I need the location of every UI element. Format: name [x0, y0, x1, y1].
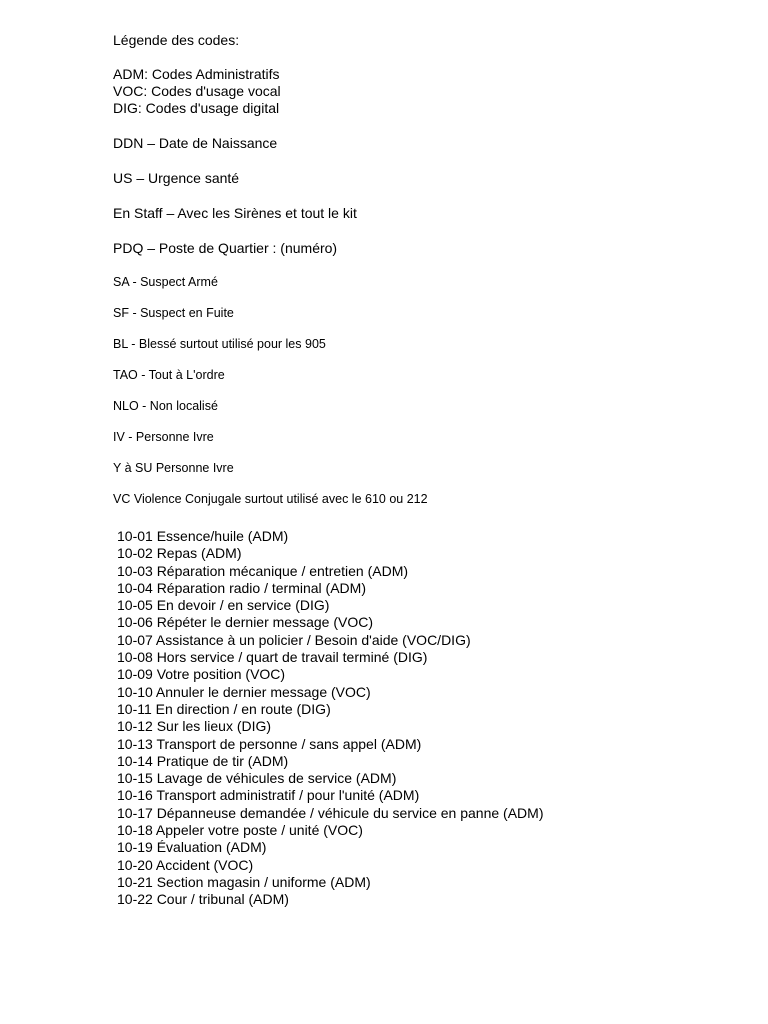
- definition-ddn: DDN – Date de Naissance: [113, 135, 278, 151]
- code-10-22: 10-22 Cour / tribunal (ADM): [117, 891, 289, 908]
- code-10-08: 10-08 Hors service / quart de travail terminé (DIG): [117, 649, 428, 666]
- legend-title: Légende des codes:: [113, 32, 240, 48]
- code-10-15: 10-15 Lavage de véhicules de service (ADM): [117, 770, 397, 787]
- code-10-11: 10-11 En direction / en route (DIG): [117, 700, 331, 717]
- code-10-14: 10-14 Pratique de tir (ADM): [117, 752, 289, 769]
- code-10-05: 10-05 En devoir / en service (DIG): [117, 597, 330, 614]
- legend-categories: [113, 66, 753, 117]
- definition-pdq: PDQ – Poste de Quartier : (numéro): [113, 240, 338, 256]
- category-voc: VOC: Codes d'usage vocal: [113, 83, 281, 99]
- category-dig: DIG: Codes d'usage digital: [113, 100, 280, 116]
- code-10-07: 10-07 Assistance à un policier / Besoin d'aide (VOC/DIG): [117, 631, 471, 648]
- definition-en-staff: En Staff – Avec les Sirènes et tout le kit: [113, 205, 357, 221]
- code-10-03: 10-03 Réparation mécanique / entretien (ADM): [117, 562, 409, 579]
- code-10-04: 10-04 Réparation radio / terminal (ADM): [117, 579, 366, 596]
- ten-codes-list: [113, 528, 753, 909]
- code-10-01: 10-01 Essence/huile (ADM): [117, 528, 289, 544]
- code-10-16: 10-16 Transport administratif / pour l'unité (ADM): [117, 787, 420, 804]
- code-10-13: 10-13 Transport de personne / sans appel (ADM): [117, 735, 422, 752]
- code-10-18: 10-18 Appeler votre poste / unité (VOC): [117, 822, 363, 839]
- definition-us: US – Urgence santé: [113, 170, 240, 186]
- code-10-10: 10-10 Annuler le dernier message (VOC): [117, 683, 371, 700]
- abbreviation-sa: SA - Suspect Armé: [113, 275, 218, 289]
- code-10-12: 10-12 Sur les lieux (DIG): [117, 718, 272, 735]
- abbreviation-bl: BL - Blessé surtout utilisé pour les 905: [113, 337, 326, 351]
- abbreviation-sf: SF - Suspect en Fuite: [113, 306, 234, 320]
- abbreviation-iv: IV - Personne Ivre: [113, 430, 214, 444]
- abbreviation-y-a-su: Y à SU Personne Ivre: [113, 461, 234, 475]
- code-10-06: 10-06 Répéter le dernier message (VOC): [117, 614, 374, 631]
- abbreviation-nlo: NLO - Non localisé: [113, 399, 218, 413]
- document-page: [113, 32, 753, 909]
- abbreviation-tao: TAO - Tout à L'ordre: [113, 368, 225, 382]
- code-10-20: 10-20 Accident (VOC): [117, 856, 254, 873]
- abbreviation-vc: VC Violence Conjugale surtout utilisé avec le 610 ou 212: [113, 492, 428, 506]
- code-10-09: 10-09 Votre position (VOC): [117, 666, 286, 683]
- code-10-17: 10-17 Dépanneuse demandée / véhicule du service en panne (ADM): [117, 804, 544, 821]
- code-10-19: 10-19 Évaluation (ADM): [117, 839, 267, 856]
- category-adm: ADM: Codes Administratifs: [113, 66, 280, 82]
- code-10-02: 10-02 Repas (ADM): [117, 545, 242, 562]
- code-10-21: 10-21 Section magasin / uniforme (ADM): [117, 873, 371, 890]
